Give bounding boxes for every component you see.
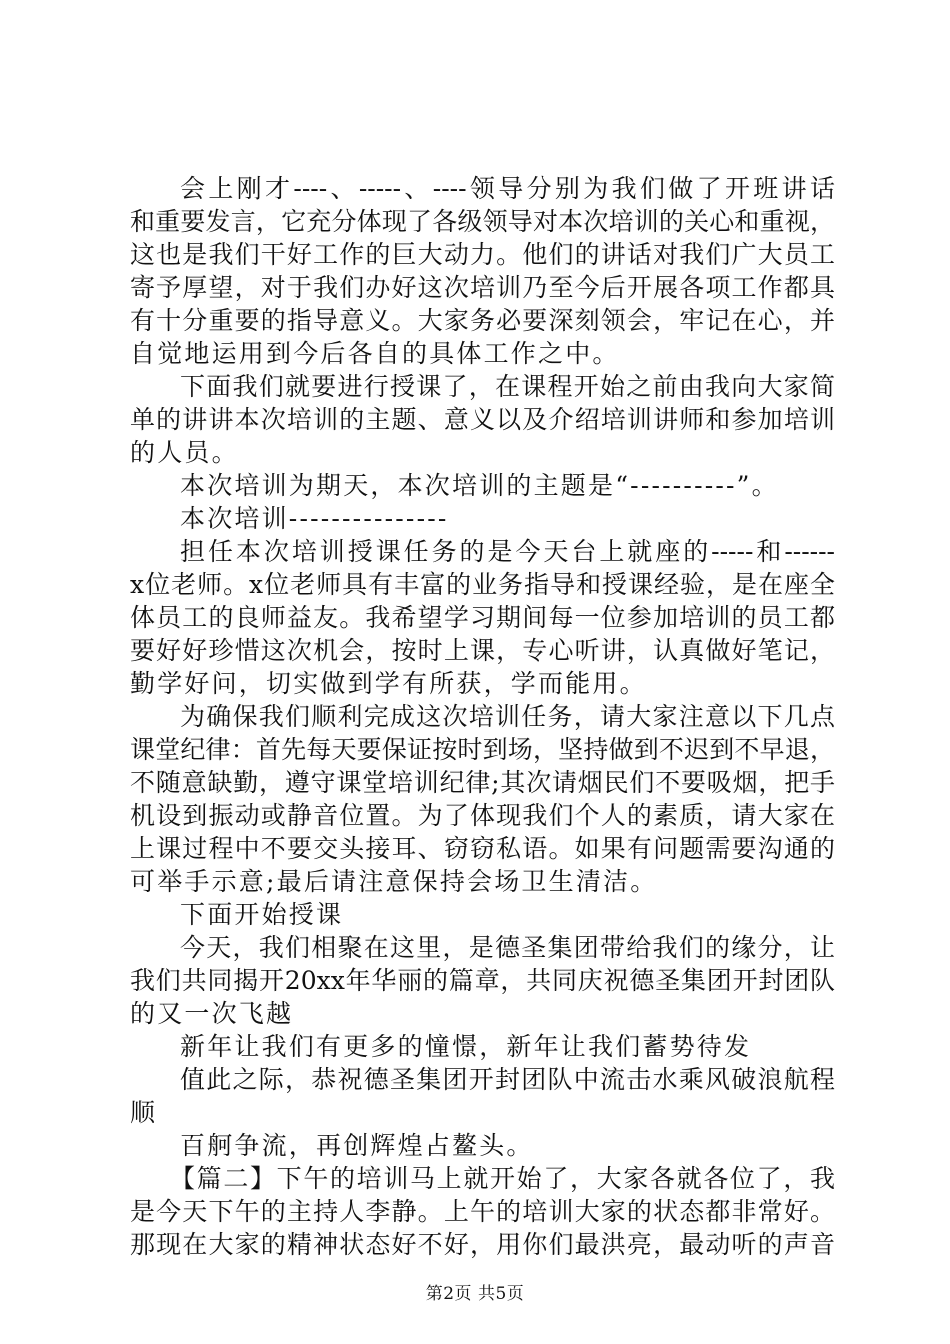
text-line: 和重要发言，它充分体现了各级领导对本次培训的关心和重视， [130, 207, 835, 236]
text-line: 下面开始授课 [180, 900, 344, 929]
text-line: 值此之际，恭祝德圣集团开封团队中流击水乘风破浪航程 [180, 1065, 835, 1094]
text-line: 自觉地运用到今后各自的具体工作之中。 [130, 339, 620, 368]
text-line: 顺 [130, 1098, 158, 1127]
text-line: 本次培训为期天，本次培训的主题是“----------”。 [180, 471, 779, 500]
text-line: 这也是我们干好工作的巨大动力。他们的讲话对我们广大员工 [130, 240, 835, 269]
text-line: 体员工的良师益友。我希望学习期间每一位参加培训的员工都 [130, 603, 835, 632]
page-number-footer: 第2页 共5页 [425, 1284, 525, 1304]
text-line: 我们共同揭开20xx年华丽的篇章，共同庆祝德圣集团开封团队 [130, 966, 835, 995]
text-line: 下面我们就要进行授课了，在课程开始之前由我向大家简 [180, 372, 835, 401]
text-line: 可举手示意;最后请注意保持会场卫生清洁。 [130, 867, 658, 896]
text-line: 【篇二】下午的培训马上就开始了，大家各就各位了，我 [170, 1164, 835, 1193]
text-line: 新年让我们有更多的憧憬，新年让我们蓄势待发 [180, 1032, 752, 1061]
text-line: 的又一次飞越 [130, 999, 294, 1028]
text-line: 有十分重要的指导意义。大家务必要深刻领会，牢记在心，并 [130, 306, 835, 335]
text-line: x位老师。x位老师具有丰富的业务指导和授课经验，是在座全 [130, 570, 835, 599]
text-line: 的人员。 [130, 438, 239, 467]
text-line: 担任本次培训授课任务的是今天台上就座的-----和------ [180, 537, 835, 566]
text-line: 单的讲讲本次培训的主题、意义以及介绍培训讲师和参加培训 [130, 405, 835, 434]
text-line: 本次培训--------------- [180, 504, 449, 533]
text-line: 机设到振动或静音位置。为了体现我们个人的素质，请大家在 [130, 801, 835, 830]
text-line: 那现在大家的精神状态好不好，用你们最洪亮，最动听的声音 [130, 1230, 835, 1259]
text-line: 会上刚才----、-----、----领导分别为我们做了开班讲话 [180, 174, 835, 203]
text-line: 百舸争流，再创辉煌占鳌头。 [180, 1131, 534, 1160]
text-line: 是今天下午的主持人李静。上午的培训大家的状态都非常好。 [130, 1197, 835, 1226]
text-line: 上课过程中不要交头接耳、窃窃私语。如果有问题需要沟通的 [130, 834, 835, 863]
text-line: 课堂纪律：首先每天要保证按时到场，坚持做到不迟到不早退， [130, 735, 835, 764]
text-line: 今天，我们相聚在这里，是德圣集团带给我们的缘分，让 [180, 933, 835, 962]
text-line: 勤学好问，切实做到学有所获，学而能用。 [130, 669, 647, 698]
text-line: 不随意缺勤，遵守课堂培训纪律;其次请烟民们不要吸烟，把手 [130, 768, 835, 797]
text-line: 寄予厚望，对于我们办好这次培训乃至今后开展各项工作都具 [130, 273, 835, 302]
text-line: 要好好珍惜这次机会，按时上课，专心听讲，认真做好笔记， [130, 636, 835, 665]
text-line: 为确保我们顺利完成这次培训任务，请大家注意以下几点 [180, 702, 835, 731]
